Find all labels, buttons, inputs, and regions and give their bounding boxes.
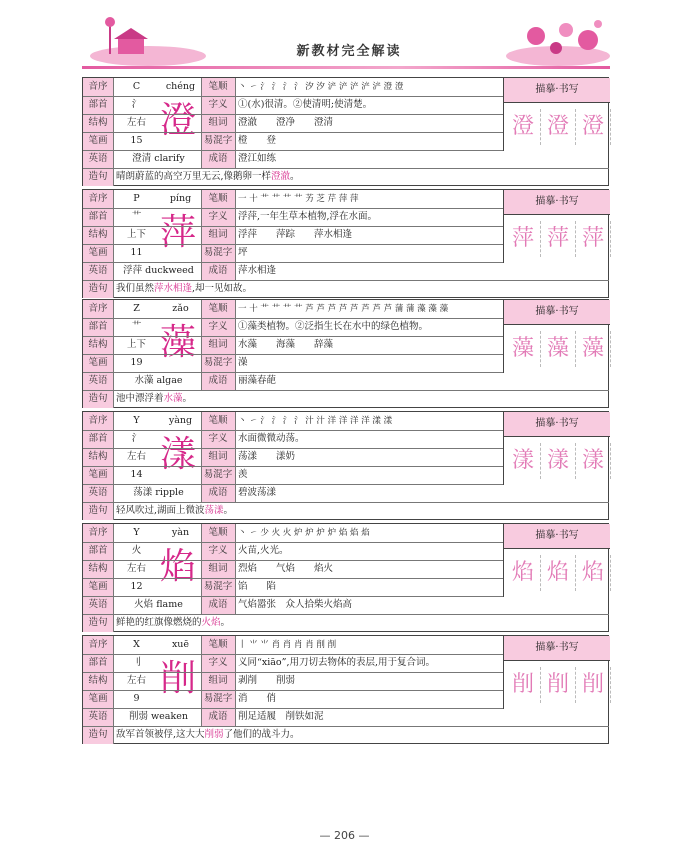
practice-cell xyxy=(506,109,541,145)
row-divider xyxy=(83,726,609,727)
column-divider xyxy=(201,524,202,614)
sentence-text: 。 xyxy=(182,393,193,404)
ziyi-value: 浮萍,一年生草本植物,浮在水面。 xyxy=(238,211,378,222)
label-chengyu: 成语 xyxy=(201,596,235,614)
bihua-value: 11 xyxy=(130,247,143,258)
practice-cell xyxy=(576,109,611,145)
row-divider xyxy=(83,390,609,391)
practice-character: 漾 xyxy=(581,448,604,473)
label-jiegou: 结构 xyxy=(83,448,113,466)
label-yihunzi: 易混字 xyxy=(201,466,235,484)
practice-header: 描摹·书写 xyxy=(503,636,610,660)
character-card xyxy=(82,635,609,744)
label-yinxu: 音序 xyxy=(83,524,113,542)
row-divider xyxy=(83,560,503,561)
label-jiegou: 结构 xyxy=(83,114,113,132)
chengyu-value: 削足适履 削铁如泥 xyxy=(238,711,324,722)
practice-grid xyxy=(503,102,610,151)
yinxu-value: Z xyxy=(133,303,140,314)
jiegou-value: 左右 xyxy=(126,117,146,128)
bishun-value: 一 十 艹 艹 艹 艹 芦 芦 芦 芦 芦 芦 芦 芦 蒲 蒲 藻 藻 藻 xyxy=(238,304,449,314)
ziyi-value: ①藻类植物。②泛指生长在水中的绿色植物。 xyxy=(238,321,429,332)
practice-cell xyxy=(541,443,576,479)
main-character: 焰 xyxy=(159,546,196,587)
row-divider xyxy=(83,208,503,209)
row-divider xyxy=(83,614,609,615)
ziyi-value: 火苗,火光。 xyxy=(238,545,289,556)
ziyi-value: 义同“xiāo”,用刀切去物体的表层,用于复合词。 xyxy=(238,657,436,668)
jiegou-value: 上下 xyxy=(126,229,146,240)
label-bishun: 笔顺 xyxy=(201,78,235,96)
main-character: 削 xyxy=(159,658,196,699)
zaoju-sentence xyxy=(113,614,608,632)
label-bushou: 部首 xyxy=(83,318,113,336)
chengyu-value: 澄江如练 xyxy=(238,153,277,164)
sentence-highlight: 萍水相逢 xyxy=(154,283,193,294)
sentence-text: 。 xyxy=(223,505,234,516)
label-bishun: 笔顺 xyxy=(201,412,235,430)
bishun-value: 一 十 艹 艹 艹 艹 艻 芝 芹 萍 萍 xyxy=(238,194,359,204)
sentence-text: ,却一见如故。 xyxy=(192,283,253,294)
column-divider xyxy=(235,300,236,390)
row-divider xyxy=(83,430,503,431)
column-divider xyxy=(235,524,236,614)
label-chengyu: 成语 xyxy=(201,484,235,502)
sentence-highlight: 火焰 xyxy=(201,617,221,628)
bushou-value: 氵 xyxy=(131,99,142,110)
label-chengyu: 成语 xyxy=(201,708,235,726)
character-card xyxy=(82,411,609,520)
practice-character: 漾 xyxy=(511,448,534,473)
yihunzi-value: 坪 xyxy=(238,247,248,258)
row-divider xyxy=(83,354,503,355)
label-bihua: 笔画 xyxy=(83,690,113,708)
bihua-value: 14 xyxy=(130,469,143,480)
label-yihunzi: 易混字 xyxy=(201,690,235,708)
practice-header: 描摹·书写 xyxy=(503,524,610,548)
pinyin-value: xuē xyxy=(171,639,190,650)
row-divider xyxy=(83,318,503,319)
label-bihua: 笔画 xyxy=(83,132,113,150)
row-divider xyxy=(83,336,503,337)
label-bushou: 部首 xyxy=(83,542,113,560)
ziyi-value: ①(水)很清。②使清明;使清楚。 xyxy=(238,99,373,110)
label-zuci: 组词 xyxy=(201,336,235,354)
column-divider xyxy=(113,524,114,632)
label-ziyi: 字义 xyxy=(201,430,235,448)
column-divider xyxy=(113,300,114,408)
label-zaoju: 造句 xyxy=(83,614,113,632)
practice-character: 焰 xyxy=(546,560,569,585)
zaoju-sentence xyxy=(113,390,608,408)
zaoju-sentence xyxy=(113,502,608,520)
column-divider xyxy=(201,190,202,280)
label-ziyi: 字义 xyxy=(201,208,235,226)
label-yihunzi: 易混字 xyxy=(201,132,235,150)
jiegou-value: 左右 xyxy=(126,675,146,686)
label-ziyi: 字义 xyxy=(201,96,235,114)
practice-character: 萍 xyxy=(581,226,604,251)
row-divider xyxy=(83,672,503,673)
label-zuci: 组词 xyxy=(201,226,235,244)
practice-cell xyxy=(506,667,541,703)
label-yingyu: 英语 xyxy=(83,596,113,614)
zuci-value: 剥削 削弱 xyxy=(238,675,296,686)
bushou-value: 火 xyxy=(131,545,142,556)
label-bishun: 笔顺 xyxy=(201,524,235,542)
practice-character: 焰 xyxy=(511,560,534,585)
column-divider xyxy=(113,636,114,744)
character-card xyxy=(82,189,609,298)
sentence-highlight: 荡漾 xyxy=(204,505,224,516)
sentence-text: 。 xyxy=(290,171,300,182)
page-number: — 206 — xyxy=(319,829,370,842)
yingyu-value: 澄清 clarify xyxy=(132,153,185,164)
bishun-value: 丶 ㇀ 少 火 火 炉 炉 炉 炉 焰 焰 焰 xyxy=(238,528,370,538)
jiegou-value: 上下 xyxy=(126,339,146,350)
label-bihua: 笔画 xyxy=(83,244,113,262)
label-jiegou: 结构 xyxy=(83,336,113,354)
practice-cell xyxy=(576,443,611,479)
sentence-highlight: 水藻 xyxy=(163,393,183,404)
row-divider xyxy=(83,96,503,97)
label-bishun: 笔顺 xyxy=(201,300,235,318)
yihunzi-value: 消 俏 xyxy=(238,693,277,704)
label-zaoju: 造句 xyxy=(83,726,113,744)
label-chengyu: 成语 xyxy=(201,262,235,280)
label-yingyu: 英语 xyxy=(83,484,113,502)
label-zuci: 组词 xyxy=(201,448,235,466)
chengyu-value: 丽藻春葩 xyxy=(238,375,277,386)
row-divider xyxy=(83,708,503,709)
column-divider xyxy=(113,190,114,298)
zuci-value: 荡漾 漾奶 xyxy=(238,451,296,462)
column-divider xyxy=(201,412,202,502)
row-divider xyxy=(83,448,503,449)
row-divider xyxy=(83,168,609,169)
column-divider xyxy=(113,412,114,520)
sentence-text: 我们虽然 xyxy=(116,283,155,294)
row-divider xyxy=(83,502,609,503)
yinxu-value: C xyxy=(132,81,141,92)
row-divider xyxy=(83,542,503,543)
practice-header: 描摹·书写 xyxy=(503,300,610,324)
label-bushou: 部首 xyxy=(83,430,113,448)
practice-character: 萍 xyxy=(511,226,534,251)
column-divider xyxy=(201,78,202,168)
practice-cell xyxy=(506,443,541,479)
column-divider xyxy=(235,412,236,502)
practice-character: 削 xyxy=(511,672,534,697)
yinxu-value: Y xyxy=(133,527,140,538)
practice-cell xyxy=(506,331,541,367)
sentence-text: 敌军首领被俘,这大大 xyxy=(116,729,205,740)
jiegou-value: 左右 xyxy=(126,563,146,574)
label-bihua: 笔画 xyxy=(83,578,113,596)
yingyu-value: 水藻 algae xyxy=(134,375,183,386)
practice-header: 描摹·书写 xyxy=(503,78,610,102)
row-divider xyxy=(83,226,503,227)
label-bishun: 笔顺 xyxy=(201,636,235,654)
practice-cell xyxy=(541,331,576,367)
ziyi-value: 水面微微动荡。 xyxy=(238,433,305,444)
label-yihunzi: 易混字 xyxy=(201,354,235,372)
label-yinxu: 音序 xyxy=(83,300,113,318)
pinyin-value: zǎo xyxy=(172,303,189,314)
label-jiegou: 结构 xyxy=(83,672,113,690)
practice-character: 藻 xyxy=(511,336,534,361)
practice-grid xyxy=(503,214,610,263)
label-bihua: 笔画 xyxy=(83,466,113,484)
character-card xyxy=(82,299,609,408)
yinxu-value: Y xyxy=(133,415,140,426)
practice-header: 描摹·书写 xyxy=(503,412,610,436)
main-character: 漾 xyxy=(159,434,196,475)
header-divider xyxy=(82,66,610,69)
label-bishun: 笔顺 xyxy=(201,190,235,208)
yinxu-value: P xyxy=(133,193,140,204)
sentence-highlight: 削弱 xyxy=(204,729,224,740)
practice-grid xyxy=(503,548,610,597)
column-divider xyxy=(201,300,202,390)
bihua-value: 12 xyxy=(130,581,143,592)
row-divider xyxy=(83,244,503,245)
bihua-value: 15 xyxy=(130,135,143,146)
row-divider xyxy=(83,280,609,281)
column-divider xyxy=(235,190,236,280)
pinyin-value: yàng xyxy=(168,415,193,426)
practice-character: 漾 xyxy=(546,448,569,473)
column-divider xyxy=(235,636,236,726)
label-yingyu: 英语 xyxy=(83,708,113,726)
bihua-value: 19 xyxy=(130,357,143,368)
practice-cell xyxy=(576,555,611,591)
column-divider xyxy=(113,78,114,186)
bushou-value: 艹 xyxy=(131,211,142,222)
sentence-text: 晴朗蔚蓝的高空万里无云,像鹅卵一样 xyxy=(116,171,272,182)
zuci-value: 烈焰 气焰 焰火 xyxy=(238,563,334,574)
practice-cell xyxy=(576,667,611,703)
practice-cell xyxy=(541,109,576,145)
yingyu-value: 火焰 flame xyxy=(134,599,183,610)
zaoju-sentence xyxy=(113,280,608,298)
practice-header: 描摹·书写 xyxy=(503,190,610,214)
sentence-text: 池中漂浮着 xyxy=(116,393,164,404)
practice-character: 萍 xyxy=(546,226,569,251)
label-yihunzi: 易混字 xyxy=(201,578,235,596)
practice-character: 焰 xyxy=(581,560,604,585)
label-zaoju: 造句 xyxy=(83,390,113,408)
label-zaoju: 造句 xyxy=(83,502,113,520)
label-bushou: 部首 xyxy=(83,208,113,226)
row-divider xyxy=(83,484,503,485)
practice-cell xyxy=(506,221,541,257)
practice-cell xyxy=(506,555,541,591)
jiegou-value: 左右 xyxy=(126,451,146,462)
practice-character: 削 xyxy=(581,672,604,697)
bihua-value: 9 xyxy=(133,693,140,704)
character-card xyxy=(82,523,609,632)
practice-grid xyxy=(503,324,610,373)
practice-cell xyxy=(541,555,576,591)
yingyu-value: 浮萍 duckweed xyxy=(123,265,194,276)
practice-character: 削 xyxy=(546,672,569,697)
practice-cell xyxy=(541,221,576,257)
practice-character: 澄 xyxy=(511,114,534,139)
label-jiegou: 结构 xyxy=(83,560,113,578)
sentence-text: 轻风吹过,湖面上微波 xyxy=(116,505,205,516)
practice-character: 澄 xyxy=(581,114,604,139)
label-chengyu: 成语 xyxy=(201,150,235,168)
practice-character: 澄 xyxy=(546,114,569,139)
label-ziyi: 字义 xyxy=(201,654,235,672)
sentence-text: 。 xyxy=(220,617,231,628)
character-card xyxy=(82,77,609,186)
zaoju-sentence xyxy=(113,168,608,186)
row-divider xyxy=(83,114,503,115)
bushou-value: 艹 xyxy=(131,321,142,332)
yinxu-value: X xyxy=(133,639,140,650)
label-zaoju: 造句 xyxy=(83,168,113,186)
label-ziyi: 字义 xyxy=(201,542,235,560)
practice-cell xyxy=(541,667,576,703)
pinyin-value: yàn xyxy=(171,527,190,538)
column-divider xyxy=(235,78,236,168)
sentence-text: 鲜艳的红旗像燃烧的 xyxy=(116,617,202,628)
practice-character: 藻 xyxy=(546,336,569,361)
main-character: 萍 xyxy=(159,212,196,253)
row-divider xyxy=(83,596,503,597)
column-divider xyxy=(201,636,202,726)
practice-grid xyxy=(503,660,610,709)
row-divider xyxy=(83,466,503,467)
main-character: 澄 xyxy=(159,100,196,141)
chengyu-value: 气焰嚣张 众人拾柴火焰高 xyxy=(238,599,353,610)
label-zaoju: 造句 xyxy=(83,280,113,298)
label-bushou: 部首 xyxy=(83,654,113,672)
row-divider xyxy=(83,150,503,151)
row-divider xyxy=(83,132,503,133)
row-divider xyxy=(83,654,503,655)
label-ziyi: 字义 xyxy=(201,318,235,336)
label-yinxu: 音序 xyxy=(83,412,113,430)
bishun-value: 丶 ㇀ 氵 氵 氵 氵 汐 汐 浐 浐 浐 浐 浐 澄 澄 xyxy=(238,82,404,92)
practice-character: 藻 xyxy=(581,336,604,361)
label-zuci: 组词 xyxy=(201,672,235,690)
yihunzi-value: 羡 xyxy=(238,469,248,480)
bishun-value: 丨 ⺌ ⺌ 肖 肖 肖 肖 削 削 xyxy=(238,640,337,650)
practice-cell xyxy=(576,331,611,367)
bishun-value: 丶 ㇀ 氵 氵 氵 氵 汁 汁 洋 洋 洋 洋 漾 漾 xyxy=(238,416,393,426)
zuci-value: 浮萍 萍踪 萍水相逢 xyxy=(238,229,353,240)
zaoju-sentence xyxy=(113,726,608,744)
label-yingyu: 英语 xyxy=(83,372,113,390)
label-yinxu: 音序 xyxy=(83,636,113,654)
pinyin-value: píng xyxy=(169,193,192,204)
row-divider xyxy=(83,578,503,579)
header-banner xyxy=(88,16,610,66)
label-yinxu: 音序 xyxy=(83,190,113,208)
practice-cell xyxy=(576,221,611,257)
label-jiegou: 结构 xyxy=(83,226,113,244)
row-divider xyxy=(83,372,503,373)
yihunzi-value: 橙 登 xyxy=(238,135,277,146)
sentence-highlight: 澄澈 xyxy=(271,171,291,182)
main-character: 藻 xyxy=(159,322,196,363)
label-zuci: 组词 xyxy=(201,560,235,578)
yihunzi-value: 澡 xyxy=(238,357,248,368)
label-yinxu: 音序 xyxy=(83,78,113,96)
label-yihunzi: 易混字 xyxy=(201,244,235,262)
row-divider xyxy=(83,690,503,691)
page-header-title: 新教材完全解读 xyxy=(296,44,402,59)
yingyu-value: 削弱 weaken xyxy=(129,711,188,722)
pinyin-value: chéng xyxy=(165,81,196,92)
zuci-value: 澄澈 澄净 澄清 xyxy=(238,117,334,128)
label-chengyu: 成语 xyxy=(201,372,235,390)
chengyu-value: 碧波荡漾 xyxy=(238,487,277,498)
row-divider xyxy=(83,262,503,263)
zuci-value: 水藻 海藻 辞藻 xyxy=(238,339,334,350)
label-zuci: 组词 xyxy=(201,114,235,132)
label-yingyu: 英语 xyxy=(83,150,113,168)
practice-grid xyxy=(503,436,610,485)
label-bihua: 笔画 xyxy=(83,354,113,372)
sentence-text: 了他们的战斗力。 xyxy=(223,729,300,740)
bushou-value: 刂 xyxy=(131,657,142,668)
chengyu-value: 萍水相逢 xyxy=(238,265,277,276)
bushou-value: 氵 xyxy=(131,433,142,444)
label-bushou: 部首 xyxy=(83,96,113,114)
label-yingyu: 英语 xyxy=(83,262,113,280)
yingyu-value: 荡漾 ripple xyxy=(133,487,184,498)
yihunzi-value: 馅 陷 xyxy=(238,581,277,592)
